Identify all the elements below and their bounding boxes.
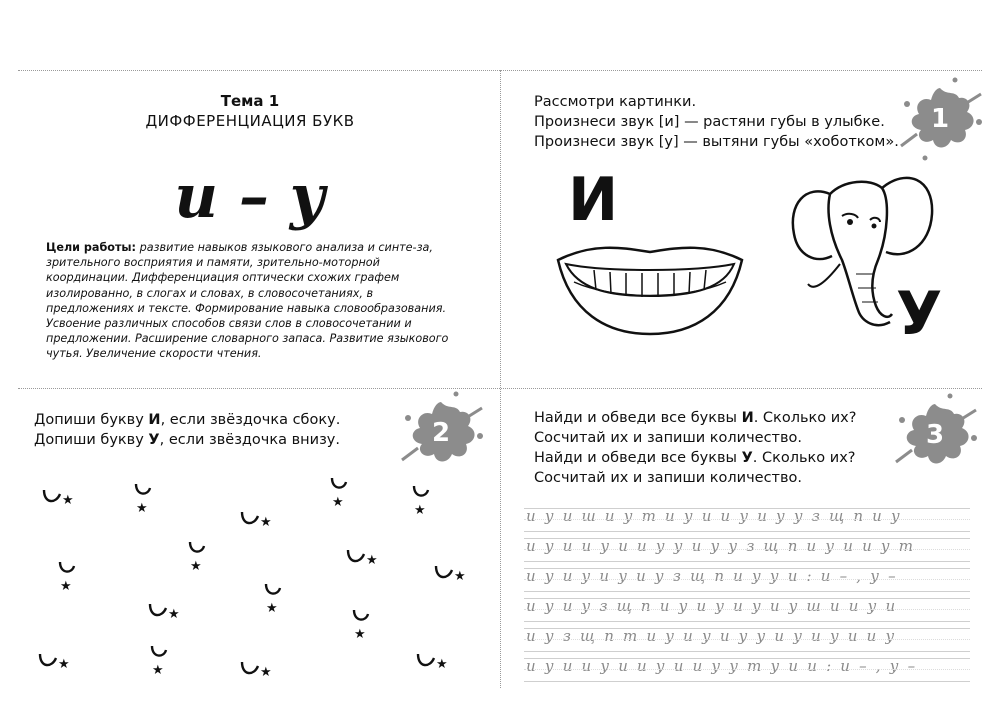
topic-number: Тема 1 [220,92,280,110]
mark-star-bottom[interactable] [258,580,298,620]
mark-star-side[interactable] [36,646,76,686]
mark-star-side[interactable] [432,558,472,598]
letter-row[interactable] [524,628,970,652]
letter-row-text: и у и ш и у т и у и и у и у у з щ п и у [526,507,902,525]
mark-star-side[interactable] [414,646,454,686]
task-2-badge-number: 2 [431,418,451,448]
letter-i: И [568,165,619,235]
mark-star-bottom[interactable] [406,482,446,522]
task-2-text: Допиши букву [34,412,149,428]
mark-star-side[interactable] [238,654,278,694]
task-2-badge [396,388,486,478]
task-1-line: Произнеси звук [и] — растяни губы в улыбке. [534,114,885,130]
topic-title: ДИФФЕРЕНЦИАЦИЯ БУКВ [145,112,355,130]
task-1-card [510,72,985,382]
task-3-text: . Сколько их? [752,450,856,466]
goals-paragraph [46,240,456,362]
goals-text: развитие навыков языкового анализа и синте-за, зрительного восприятия и памяти, зрительно-моторной координации. Дифференциация оптически схожих графем изолированно, в слогах и словах, в словосочетаниях, в предложениях и тексте. Формирование навыка словообразования. Усвоение различных способов связи слов в словосочетании и предложении. Расширение словарного запаса. Развитие языкового чутья. Увеличение скорости чтения. [46,241,449,361]
svg-text:★: ★ [436,657,448,672]
task-2-line [34,430,414,450]
task-2-letter: И [148,412,161,428]
svg-text:★: ★ [414,503,426,518]
task-3-text: Найди и обведи все буквы [534,410,742,426]
letter-row-text: и у и у з щ п и у и у и у и у ш и и у и [526,597,898,615]
svg-text:★: ★ [366,553,378,568]
topic-card [20,72,480,382]
task-2-line [34,410,414,430]
svg-text:★: ★ [168,607,180,622]
letter-row-text: и у и у и у и у з щ п и у у и : и – , у – [526,567,898,585]
svg-text:★: ★ [152,663,164,678]
mark-star-bottom[interactable] [144,642,184,682]
svg-text:★: ★ [60,579,72,594]
task-3-line: Сосчитай их и запиши количество. [534,430,803,446]
svg-text:★: ★ [62,493,74,508]
letter-row[interactable] [524,538,970,562]
task-2-card [20,392,490,692]
svg-text:★: ★ [58,657,70,672]
task-1-instructions [534,92,914,152]
task-1-badge-number: 1 [930,104,950,134]
mark-star-bottom[interactable] [52,558,92,598]
svg-text:★: ★ [266,601,278,616]
task-3-letter: И [741,410,754,426]
mark-star-bottom[interactable] [324,474,364,514]
task-2-text: Допиши букву [34,432,149,448]
mark-star-bottom[interactable] [182,538,222,578]
letter-u: У [896,279,943,349]
task-2-text: , если звёздочка внизу. [159,432,340,448]
svg-text:★: ★ [354,627,366,642]
svg-text:★: ★ [260,515,272,530]
svg-text:★: ★ [332,495,344,510]
letter-row[interactable] [524,598,970,622]
letters-pair: и – у [174,162,326,232]
mark-star-bottom[interactable] [128,480,168,520]
svg-text:★: ★ [190,559,202,574]
task-1-badge [895,74,985,164]
task-3-card [510,392,985,692]
task-3-line [534,408,914,428]
mark-star-side[interactable] [344,542,384,582]
task-2-letter: У [148,432,160,448]
mark-star-side[interactable] [40,482,80,522]
task-3-instructions [534,408,914,488]
task-2-text: , если звёздочка сбоку. [160,412,341,428]
letter-row[interactable] [524,568,970,592]
task-3-badge [890,390,980,480]
task-3-badge-number: 3 [925,420,945,450]
task-3-line: Сосчитай их и запиши количество. [534,470,803,486]
mark-star-side[interactable] [238,504,278,544]
task-1-line: Рассмотри картинки. [534,94,697,110]
mark-star-side[interactable] [146,596,186,636]
letter-row[interactable] [524,508,970,532]
task-3-line [534,448,914,468]
task-3-letter: У [741,450,753,466]
smile-lips-picture [554,242,746,337]
task-3-text: Найди и обведи все буквы [534,450,742,466]
task-3-text: . Сколько их? [753,410,857,426]
letter-row-text: и у з щ п т и у и у и у у и у и у и и у [526,627,897,645]
task-2-instructions [34,410,414,450]
svg-text:★: ★ [454,569,466,584]
separator-vertical [500,70,501,688]
letter-row-text: и у и и у и и у у и у у з щ п и у и и у т [526,537,916,555]
goals-label: Цели работы: [46,241,137,254]
svg-text:★: ★ [136,501,148,516]
task-1-line: Произнеси звук [у] — вытяни губы «хоботком». [534,134,899,150]
mark-star-bottom[interactable] [346,606,386,646]
svg-text:★: ★ [260,665,272,680]
elephant-picture [786,164,936,334]
letter-row-text: и у и и у и и у и и у у т у и и : и – , у – [526,657,918,675]
letter-row[interactable] [524,658,970,682]
